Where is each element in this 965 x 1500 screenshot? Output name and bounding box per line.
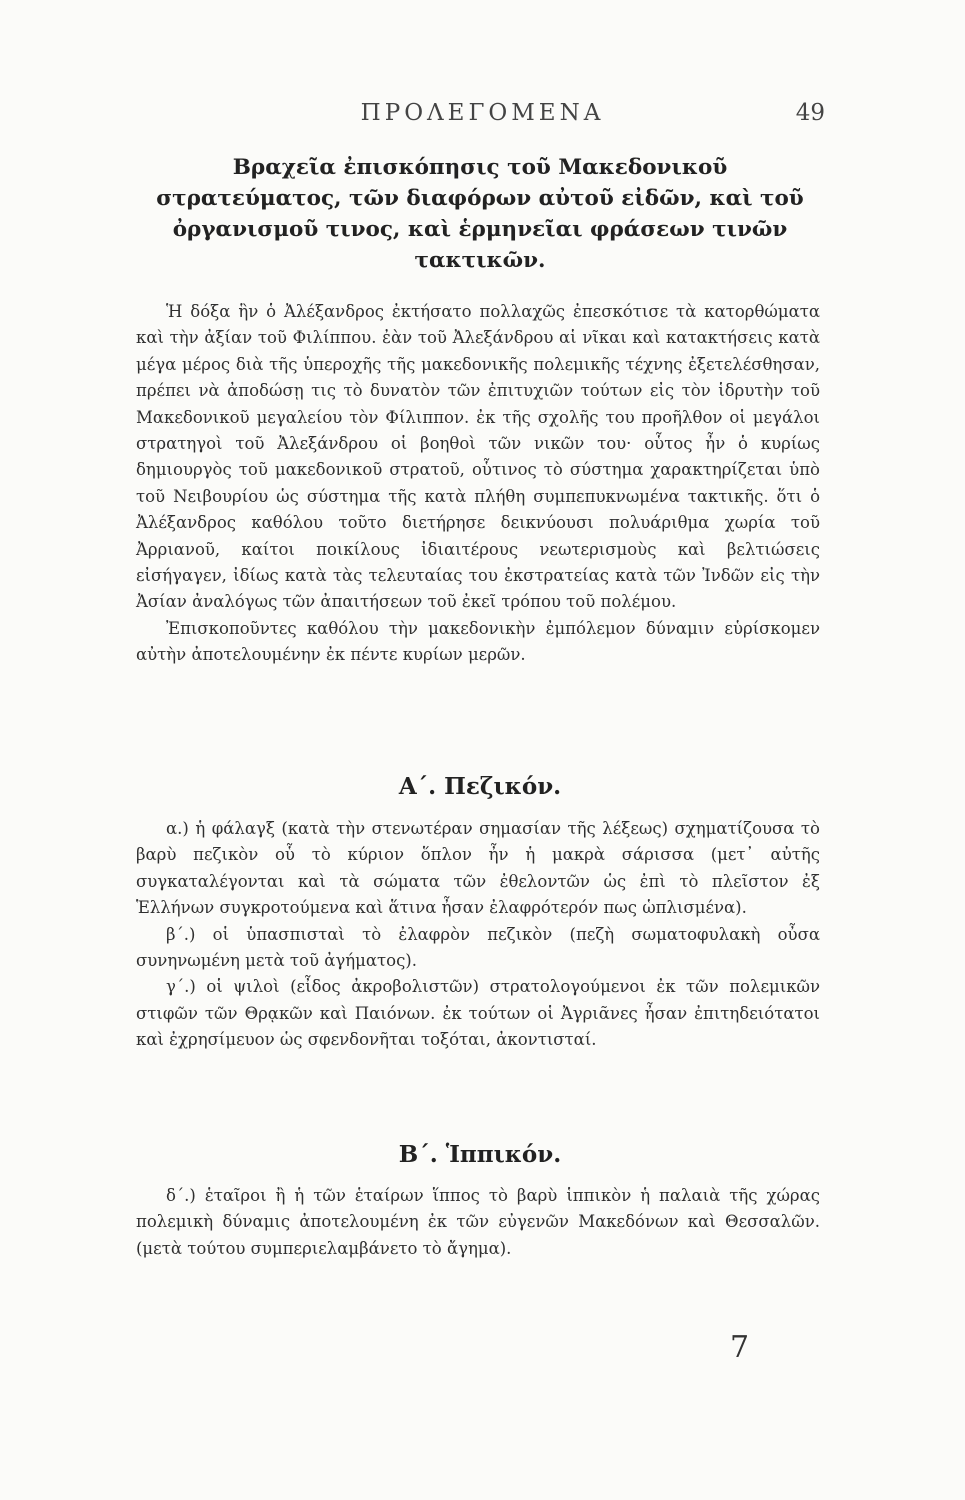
section-b-body — [136, 1183, 820, 1262]
intro-body — [136, 299, 820, 669]
intro-heading: Βραχεῖα ἐπισκόπησις τοῦ Μακεδονικοῦ στρατεύματος, τῶν διαφόρων αὐτοῦ εἰδῶν, καὶ τοῦ ὀργανισμοῦ τινος, καὶ ἑρμηνεῖαι φράσεων τινῶν τακτικῶν. — [156, 155, 804, 273]
section-a-paragraph: γ΄.) οἱ ψιλοὶ (εἶδος ἀκροβολιστῶν) στρατολογούμενοι ἐκ τῶν πολεμικῶν στιφῶν τῶν Θρᾳκῶν καὶ Παιόνων. ἐκ τούτων οἱ Ἀγριᾶνες ἦσαν ἐπιτηδειότατοι καὶ ἐχρησίμευον ὡς σφενδονῆται τοξόται, ἀκοντισταί. — [136, 977, 820, 1050]
section-b-paragraph: δ΄.) ἑταῖροι ἢ ἡ τῶν ἑταίρων ἵππος τὸ βαρὺ ἱππικὸν ἡ παλαιὰ τῆς χώρας πολεμικὴ δύναμις ἀποτελουμένη ἐκ τῶν εὐγενῶν Μακεδόνων καὶ Θεσσαλῶν. (μετὰ τούτου συμπεριελαμβάνετο τὸ ἄγημα). — [136, 1186, 820, 1258]
section-a-body — [136, 816, 820, 1054]
intro-paragraph: Ἐπισκοποῦντες καθόλου τὴν μακεδονικὴν ἐμπόλεμον δύναμιν εὑρίσκομεν αὐτὴν ἀποτελουμένην ἐκ πέντε κυρίων μερῶν. — [136, 618, 820, 665]
page-number: 49 — [795, 100, 825, 126]
signature-mark: 7 — [730, 1330, 750, 1365]
section-b-heading: Β΄. Ἱππικόν. — [398, 1141, 562, 1168]
section-a-paragraph: α.) ἡ φάλαγξ (κατὰ τὴν στενωτέραν σημασίαν τῆς λέξεως) σχηματίζουσα τὸ βαρὺ πεζικὸν οὗ τὸ κύριον ὅπλον ἦν ἡ μακρὰ σάρισσα (μετ᾽ αὐτῆς συγκαταλέγονται καὶ τὰ σώματα τῶν ἐθελοντῶν ὡς ἐπὶ τὸ πλεῖστον ἐξ Ἑλλήνων συγκροτούμενα καὶ ἅτινα ἦσαν ἐλαφρότερόν πως ὡπλισμένα). — [136, 819, 820, 918]
section-a-paragraph: β΄.) οἱ ὑπασπισταὶ τὸ ἐλαφρὸν πεζικὸν (πεζὴ σωματοφυλακὴ οὖσα συνηνωμένη μετὰ τοῦ ἀγήματος). — [136, 924, 820, 971]
running-head: ΠΡΟΛΕΓΟΜΕΝΑ — [360, 100, 605, 126]
section-a-heading: Α΄. Πεζικόν. — [398, 773, 562, 800]
intro-paragraph: Ἡ δόξα ἣν ὁ Ἀλέξανδρος ἐκτήσατο πολλαχῶς ἐπεσκότισε τὰ κατορθώματα καὶ τὴν ἀξίαν τοῦ Φιλίππου. ἐὰν τοῦ Ἀλεξάνδρου αἱ νῖκαι καὶ κατακτήσεις κατὰ μέγα μέρος διὰ τῆς ὑπεροχῆς τῆς μακεδονικῆς πολεμικῆς τέχνης ἐξετελέσθησαν, πρέπει νὰ ἀποδώσῃ τις τὸ δυνατὸν τῶν ἐπιτυχιῶν τούτων εἰς τὸν ἱδρυτὴν τοῦ Μακεδονικοῦ μεγαλείου τὸν Φίλιππον. ἐκ τῆς σχολῆς του προῆλθον οἱ μεγάλοι στρατηγοὶ τοῦ Ἀλεξάνδρου οἱ βοηθοὶ τῶν νικῶν του· οὗτος ἦν ὁ κυρίως δημιουργὸς τοῦ μακεδονικοῦ στρατοῦ, οὗτινος τὸ σύστημα χαρακτηρίζεται ὑπὸ τοῦ Νειβουρίου ὡς σύστημα τῆς κατὰ πλήθη συμπεπυκνωμένα τακτικῆς. ὅτι ὁ Ἀλέξανδρος καθόλου τοῦτο διετήρησε δεικνύουσι πολυάριθμα χωρία τοῦ Ἀρριανοῦ, καίτοι ποικίλους ἰδιαιτέρους νεωτερισμοὺς καὶ βελτιώσεις εἰσήγαγεν, ἰδίως κατὰ τὰς τελευταίας του ἐκστρατείας κατὰ τῶν Ἰνδῶν εἰς τὴν Ἀσίαν ἀναλόγως τῶν ἀπαιτήσεων τοῦ ἐκεῖ τρόπου τοῦ πολέμου. — [136, 302, 820, 612]
